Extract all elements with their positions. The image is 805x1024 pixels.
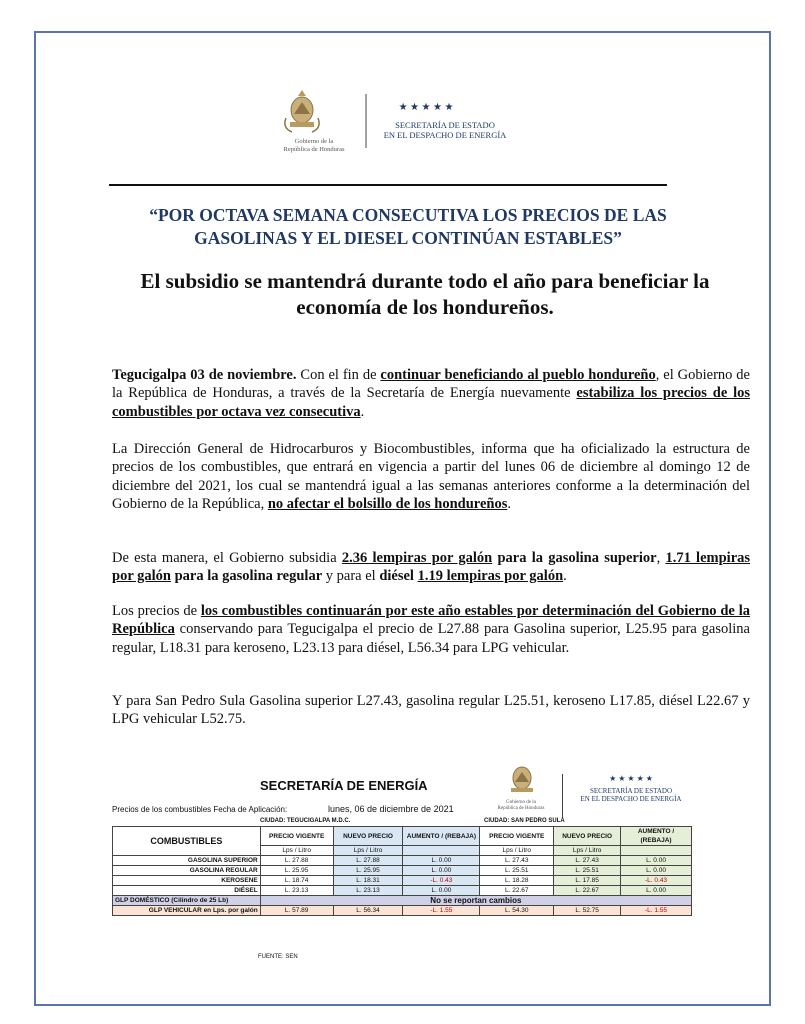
change-cell: L. 0.00 [403, 886, 480, 896]
price-cell: L. 27.88 [333, 856, 403, 866]
logo-divider [562, 774, 563, 818]
p3-text5: . [563, 568, 567, 585]
header-rule [109, 184, 667, 186]
change-cell: -L. 1.55 [403, 906, 480, 916]
p1-underline2: estabiliza los precios de los combustibles por octava vez consecutiva [112, 385, 750, 420]
change-cell: -L. 0.43 [403, 876, 480, 886]
table-logo [488, 774, 698, 824]
price-cell: L. 52.75 [554, 906, 621, 916]
col-vigente-tgu: PRECIO VIGENTE [260, 827, 333, 846]
subheadline: El subsidio se mantendrá durante todo el año para beneficiar la economía de los hondureños. [140, 269, 710, 319]
unit-cell [621, 846, 692, 856]
table-gov-line2: República de Honduras [497, 806, 545, 811]
p1-text3: . [360, 403, 365, 420]
table-gov-line1: Gobierno de la [506, 800, 536, 805]
fuel-name: GASOLINA REGULAR [113, 866, 261, 876]
price-cell: L. 54.30 [480, 906, 554, 916]
price-cell: L. 22.67 [480, 886, 554, 896]
change-cell: -L. 1.55 [621, 906, 692, 916]
table-row [113, 856, 692, 866]
fuel-name: GLP DOMÉSTICO (Cilindro de 25 Lb) [113, 896, 261, 906]
p3-bold3: diésel [379, 568, 414, 585]
price-cell: L. 18.31 [333, 876, 403, 886]
stars-icon: ★ ★ ★ ★ ★ [398, 102, 454, 113]
p2-text1: La Dirección General de Hidrocarburos y Biocombustibles, informa que ha oficializado la estructura de precios de los combustibles, que entrará en vigencia a partir del lunes 06 de diciembre al domingo 12 de diciembre del 2021, los cual se mantendrá igual a las semanas anteriores conforme a la determinación del Gobierno de la República, [112, 441, 750, 512]
col-vigente-sps: PRECIO VIGENTE [480, 827, 554, 846]
unit-cell [403, 846, 480, 856]
change-cell: L. 0.00 [403, 856, 480, 866]
col-nuevo-tgu: NUEVO PRECIO [333, 827, 403, 846]
price-cell: L. 25.51 [554, 866, 621, 876]
p3-underline2: 1.71 lempiras por galón [112, 550, 751, 585]
price-cell: L. 17.85 [554, 876, 621, 886]
stars-icon: ★ ★ ★ ★ ★ [609, 774, 653, 783]
table-row-glp-vehicular [113, 906, 692, 916]
p1-text2: , el Gobierno de la República de Honduras, a través de la Secretaría de Energía nuevamente [112, 367, 750, 402]
fecha-label: Precios de los combustibles Fecha de Aplicación: [112, 805, 288, 814]
fecha-value: lunes, 06 de diciembre de 2021 [328, 804, 454, 814]
price-table [112, 826, 692, 916]
price-cell: L. 23.13 [260, 886, 333, 896]
price-cell: L. 25.51 [480, 866, 554, 876]
p1-text1: Con el fin de [296, 367, 381, 383]
price-cell: L. 23.13 [333, 886, 403, 896]
ministry-logo [262, 88, 522, 164]
price-cell: L. 18.28 [480, 876, 554, 886]
table-sec-line1: SECRETARÍA DE ESTADO [589, 787, 673, 795]
table-row [113, 886, 692, 896]
col-nuevo-sps: NUEVO PRECIO [554, 827, 621, 846]
change-cell: L. 0.00 [621, 886, 692, 896]
price-cell: L. 56.34 [333, 906, 403, 916]
p3-text2: , [656, 550, 666, 566]
col-combustibles: COMBUSTIBLES [113, 827, 261, 856]
p3-text3: y para el [322, 568, 380, 585]
change-cell: -L. 0.43 [621, 876, 692, 886]
dateline: Tegucigalpa 03 de noviembre. [112, 367, 297, 383]
gov-line2: República de Honduras [283, 146, 345, 153]
p1-underline1: continuar beneficiando al pueblo hondureño [380, 367, 656, 383]
price-cell: L. 18.74 [260, 876, 333, 886]
price-cell: L. 27.43 [480, 856, 554, 866]
fuel-name: DIÉSEL [113, 886, 261, 896]
table-header-row [113, 827, 692, 846]
paragraph-3 [112, 549, 750, 586]
table-source: FUENTE: SEN [258, 954, 298, 960]
price-cell: L. 22.67 [554, 886, 621, 896]
sec-line1: SECRETARÍA DE ESTADO [395, 120, 495, 130]
p4-text2: conservando para Tegucigalpa el precio de L27.88 para Gasolina superior, L25.95 para gasolina regular, L18.31 para keroseno, L23.13 para diésel, L56.34 para LPG vehicular. [112, 621, 750, 656]
coat-of-arms-icon [502, 762, 542, 796]
p2-underline1: no afectar el bolsillo de los hondureños [267, 495, 508, 512]
paragraph-4 [112, 602, 750, 657]
fuel-name: GLP VEHICULAR en Lps. por galón [113, 906, 261, 916]
price-cell: L. 27.88 [260, 856, 333, 866]
table-row-glp-domestico [113, 896, 692, 906]
change-cell: L. 0.00 [621, 856, 692, 866]
p3-bold1: para la gasolina superior [492, 550, 657, 566]
price-cell: L. 57.89 [260, 906, 333, 916]
fuel-name: KEROSENE [113, 876, 261, 886]
paragraph-1 [112, 366, 750, 421]
price-cell: L. 27.43 [554, 856, 621, 866]
col-aumento-tgu: AUMENTO / (REBAJA) [403, 827, 480, 846]
p4-text1: Los precios de [112, 603, 201, 619]
gov-line1: Gobierno de la [294, 138, 334, 145]
unit-cell: Lps / Litro [260, 846, 333, 856]
sec-line2: EN EL DESPACHO DE ENERGÍA [383, 130, 507, 140]
city-tegucigalpa: CIUDAD: TEGUCIGALPA M.D.C. [260, 818, 351, 824]
paragraph-2 [112, 440, 750, 513]
change-cell: L. 0.00 [403, 866, 480, 876]
p3-underline1: 2.36 lempiras por galón [341, 550, 493, 566]
p4-underline1: los combustibles continuarán por este año estables por determinación del Gobierno de la República [112, 603, 750, 638]
price-cell: L. 25.95 [260, 866, 333, 876]
p3-underline3: 1.19 lempiras por galón [417, 568, 564, 585]
p3-bold2: para la gasolina regular [170, 568, 323, 585]
unit-cell: Lps / Litro [554, 846, 621, 856]
col-aumento-sps: AUMENTO / (REBAJA) [621, 827, 692, 846]
paragraph-5: Y para San Pedro Sula Gasolina superior L27.43, gasolina regular L25.51, keroseno L17.85, diésel L22.67 y LPG vehicular L52.75. [112, 693, 750, 728]
glp-note: No se reportan cambios [260, 896, 691, 906]
fuel-name: GASOLINA SUPERIOR [113, 856, 261, 866]
table-title: SECRETARÍA DE ENERGÍA [260, 778, 428, 793]
table-sec-line2: EN EL DESPACHO DE ENERGÍA [580, 795, 682, 803]
unit-cell: Lps / Litro [480, 846, 554, 856]
city-san-pedro-sula: CIUDAD: SAN PEDRO SULA [484, 818, 565, 824]
headline: “POR OCTAVA SEMANA CONSECUTIVA LOS PRECIOS DE LAS GASOLINAS Y EL DIESEL CONTINÚAN ESTABLES” [149, 205, 667, 248]
unit-cell: Lps / Litro [333, 846, 403, 856]
table-row [113, 866, 692, 876]
p2-text2: . [507, 495, 512, 512]
table-row [113, 876, 692, 886]
p3-text1: De esta manera, el Gobierno subsidia [112, 550, 342, 566]
price-cell: L. 25.95 [333, 866, 403, 876]
change-cell: L. 0.00 [621, 866, 692, 876]
